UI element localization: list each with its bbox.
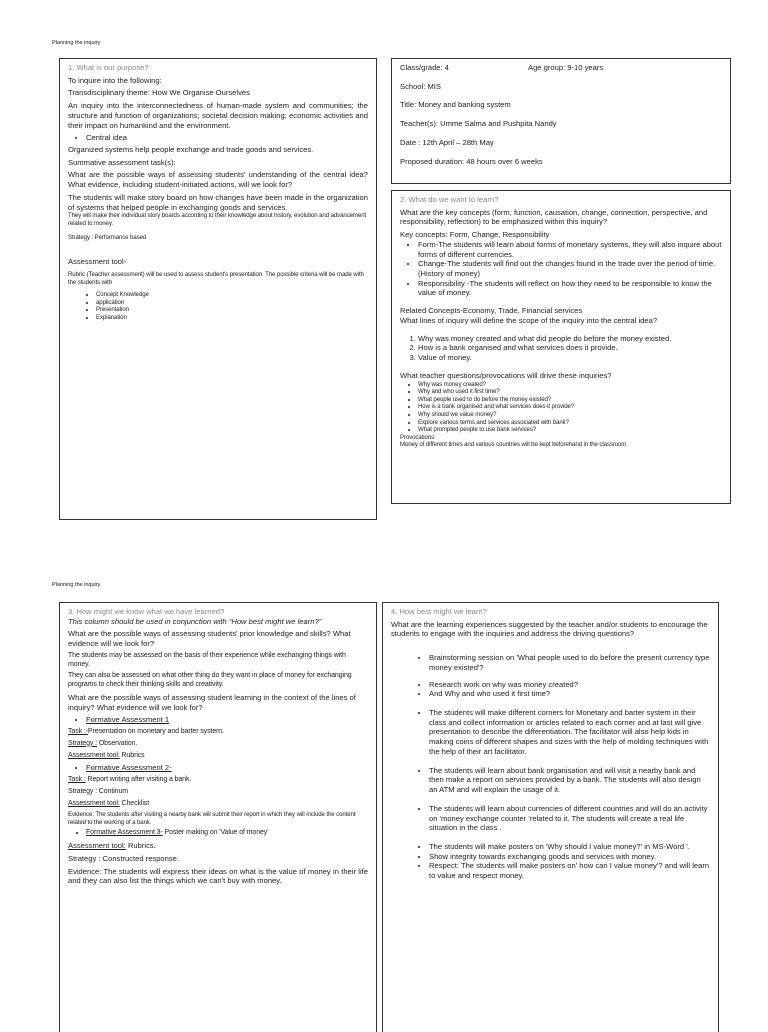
theme-description: An inquiry into the interconnectedness of human-made system and communities; the structure and function of organizations; societal decision making; economic activities and their impact on humankind and the environment.: [68, 101, 368, 130]
provocations-label: Provocations:: [400, 433, 436, 441]
list-item: • Why and who used it first time?: [418, 388, 722, 396]
list-item: • Research work on why was money created?: [429, 680, 710, 690]
assess-box: [59, 602, 377, 1032]
purpose-box: [59, 58, 377, 520]
duration: Proposed duration: 48 hours over 6 weeks: [400, 156, 543, 166]
learning-experiences-list: [391, 653, 710, 881]
intro-text: To inquire into the following:: [68, 75, 162, 85]
assessment-tool-label: Assessment tool:: [68, 751, 120, 759]
list-item: • Brainstorming session on 'What people used to do before the present currency type money existed'?: [429, 653, 710, 672]
task-text: Presentation on monetary and barter system.: [87, 728, 224, 736]
list-item: • Why should we value money?: [418, 411, 722, 419]
list-item: • And Why and who used it first time?: [429, 689, 710, 699]
concepts-list: [400, 240, 722, 298]
summative-task-detail: They will make their individual story boards according to their knowledge about history, evolution and advancement related to money.: [68, 212, 367, 227]
teachers: Teacher(s): Umme Salma and Pushpita Nandy: [400, 119, 557, 129]
list-item: • Why was money created?: [418, 381, 722, 389]
list-item: 1. Why was money created and what did people do before the money existed.: [418, 334, 722, 344]
section-title: 1. What is our purpose?: [68, 63, 149, 72]
column-note: This column should be used in conjunction with “How best might we learn?”: [68, 616, 322, 626]
list-item: • The students will learn about currencies of different countries and will do an activity on 'money exchange counter 'related to it. The students will create a real life situation in the class .: [429, 804, 710, 833]
prior-knowledge-question: What are the possible ways of assessing students' prior knowledge and skills? What evidence will we look for?: [68, 629, 351, 649]
age-group: Age group: 9-10 years: [528, 63, 604, 72]
list-item: • Show integrity towards exchanging goods and services with money.: [429, 852, 710, 862]
list-item: • What people used to do before the money existed?: [418, 396, 722, 404]
task-label: Task :-: [68, 728, 88, 736]
assessment-tool-text: Rubrics: [119, 751, 145, 759]
theme-text: Transdisciplinary theme: How We Organise Ourselves: [68, 88, 250, 98]
list-item: • Presentation: [96, 306, 368, 314]
assessment-tool-label: Assessment tool:: [68, 841, 126, 851]
list-item: • What prompted people to use bank services?: [418, 426, 722, 434]
list-item: 3. Value of money.: [418, 353, 722, 363]
evidence-text: Evidence: The students will express their ideas on what is the value of money in their life and they can also list the things which we can't buy with money.: [68, 866, 368, 886]
list-item: • Responsibility -The students will reflect on how they need to be responsible to know the value of money.: [418, 279, 722, 298]
formative-assessment-3: Formative Assessment 3-: [86, 829, 163, 837]
task-label: Task :: [68, 776, 86, 783]
section-title: 2. What do we want to learn?: [400, 195, 499, 204]
key-concepts: Key concepts: Form, Change, Responsibility: [400, 230, 550, 240]
learn-box: [391, 190, 731, 504]
list-item: • Concept Knowledge: [96, 291, 368, 299]
strategy-text: Strategy : Performance based: [68, 233, 147, 241]
list-item: • The students will make posters on 'Why should I value money?' in MS-Word '.: [429, 842, 710, 852]
formative-assessment-1: Formative Assessment 1: [86, 715, 170, 725]
lines-question: What lines of inquiry will define the scope of the inquiry into the central idea?: [400, 315, 658, 325]
school: School: MIS: [400, 81, 441, 91]
assessment-tool-label: Assessment tool:: [68, 799, 120, 807]
summative-label: Summative assessment task(s):: [68, 157, 176, 167]
list-item: • Form-The students will learn about forms of monetary systems, they will also inquire about forms of different currencies.: [418, 240, 722, 259]
list-item: • Explore various terms and services associated with bank?: [418, 419, 722, 427]
info-box: [391, 58, 731, 184]
related-concepts: Related Concepts-Economy, Trade, Financial services: [400, 306, 583, 316]
strategy-text: Strategy : Constructed response.: [68, 853, 180, 863]
learning-assessment-question: What are the possible ways of assessing student learning in the context of the lines of inquiry? What evidence will we look for?: [68, 692, 356, 712]
task-text: Report writing after visiting a bank.: [85, 776, 192, 783]
formative-assessment-2: Formative Assessment 2-: [86, 763, 172, 773]
teacher-questions-list: [400, 381, 722, 434]
list-item: • Change-The students will find out the changes found in the trade over the period of time.(History of money): [418, 259, 722, 278]
formative-assessment-3-desc: Poster making on 'Value of money': [162, 829, 269, 837]
assessment-tool-label: Assessment tool-: [68, 257, 127, 267]
strategy-text: Strategy : Continum: [68, 787, 128, 795]
learning-experiences-question: What are the learning experiences suggested by the teacher and/or students to encourage the students to engage with the inquiries and address the driving questions?: [391, 619, 708, 639]
list-item: • Explanation: [96, 314, 368, 322]
strategy-label: Strategy :: [68, 739, 97, 747]
date: Date : 12th April – 28th May: [400, 137, 494, 147]
page-header: Planning the inquiry: [52, 582, 101, 588]
class-grade: Class/grade: 4: [400, 63, 449, 72]
provocations-text: Money of different times and various countries will be kept beforehand in the classroom.: [400, 441, 628, 449]
list-item: • How is a bank organised and what services does it provide?: [418, 403, 722, 411]
assessment-tool-text: Checklist: [119, 799, 150, 807]
list-item: • The students will learn about bank organisation and will visit a nearby bank and then make a report on services provided by a bank. The students will also design an ATM and will explain the usage of it.: [429, 766, 710, 795]
criteria-list: [68, 291, 368, 321]
section-title: 3. How might we know what we have learned?: [68, 607, 225, 616]
section-title: 4. How best might we learn?: [391, 607, 487, 616]
summative-question: What are the possible ways of assessing students' understanding of the central idea? What evidence, including student-initiated actions, will we look for?: [68, 170, 368, 190]
strategy-text: Observation.: [96, 739, 138, 747]
teacher-questions-label: What teacher questions/provocations will drive these inquiries?: [400, 370, 612, 380]
list-item: • application: [96, 299, 368, 307]
assessment-tool-text: Rubrics.: [125, 841, 156, 851]
list-item: 2. How is a bank organised and what services does it provide.: [418, 343, 722, 353]
best-learn-box: [382, 602, 719, 1032]
central-idea: Organized systems help people exchange and trade goods and services.: [68, 145, 314, 155]
central-idea-label: • Central idea: [86, 133, 368, 143]
summative-task: The students will make story board on how changes have been made in the organization of systems that helped people in exchanging goods and services.: [68, 192, 368, 212]
list-item: • Respect: The students will make posters on' how can I value money'? and will learn to value and respect money.: [429, 861, 710, 880]
assessment-tool-desc: Rubric (Teacher assessment) will be used to assess student's presentation. The possible criteria will be made with the students with: [68, 270, 364, 286]
unit-title: Title: Money and banking system: [400, 100, 511, 110]
prior-knowledge-p2: They can also be assessed on what other thing do they want in place of money for exchanging programs to check their thinking skills and creativity.: [68, 672, 352, 689]
key-concepts-question: What are the key concepts (form, function, causation, change, connection, perspective, and responsibility, reflection) to be emphasized within this inquiry?: [400, 207, 708, 227]
prior-knowledge-p1: The students may be assessed on the basis of their experience while exchanging things with money.: [68, 651, 346, 668]
evidence-text: Evidence: The students after visiting a nearby bank will submit their report in which they will include the content related to the working of a bank.: [68, 811, 356, 826]
page-header: Planning the inquiry: [52, 40, 101, 46]
lines-list: [400, 334, 722, 363]
list-item: • The students will make different corners for Monetary and barter system in their class and collect information or articles related to each corner and at last will give presentation to describe the differentiation. The facilitator will also help kids in making coins of different shapes and sizes with the help of molding techniques with the help of their art facilitator.: [429, 708, 710, 757]
